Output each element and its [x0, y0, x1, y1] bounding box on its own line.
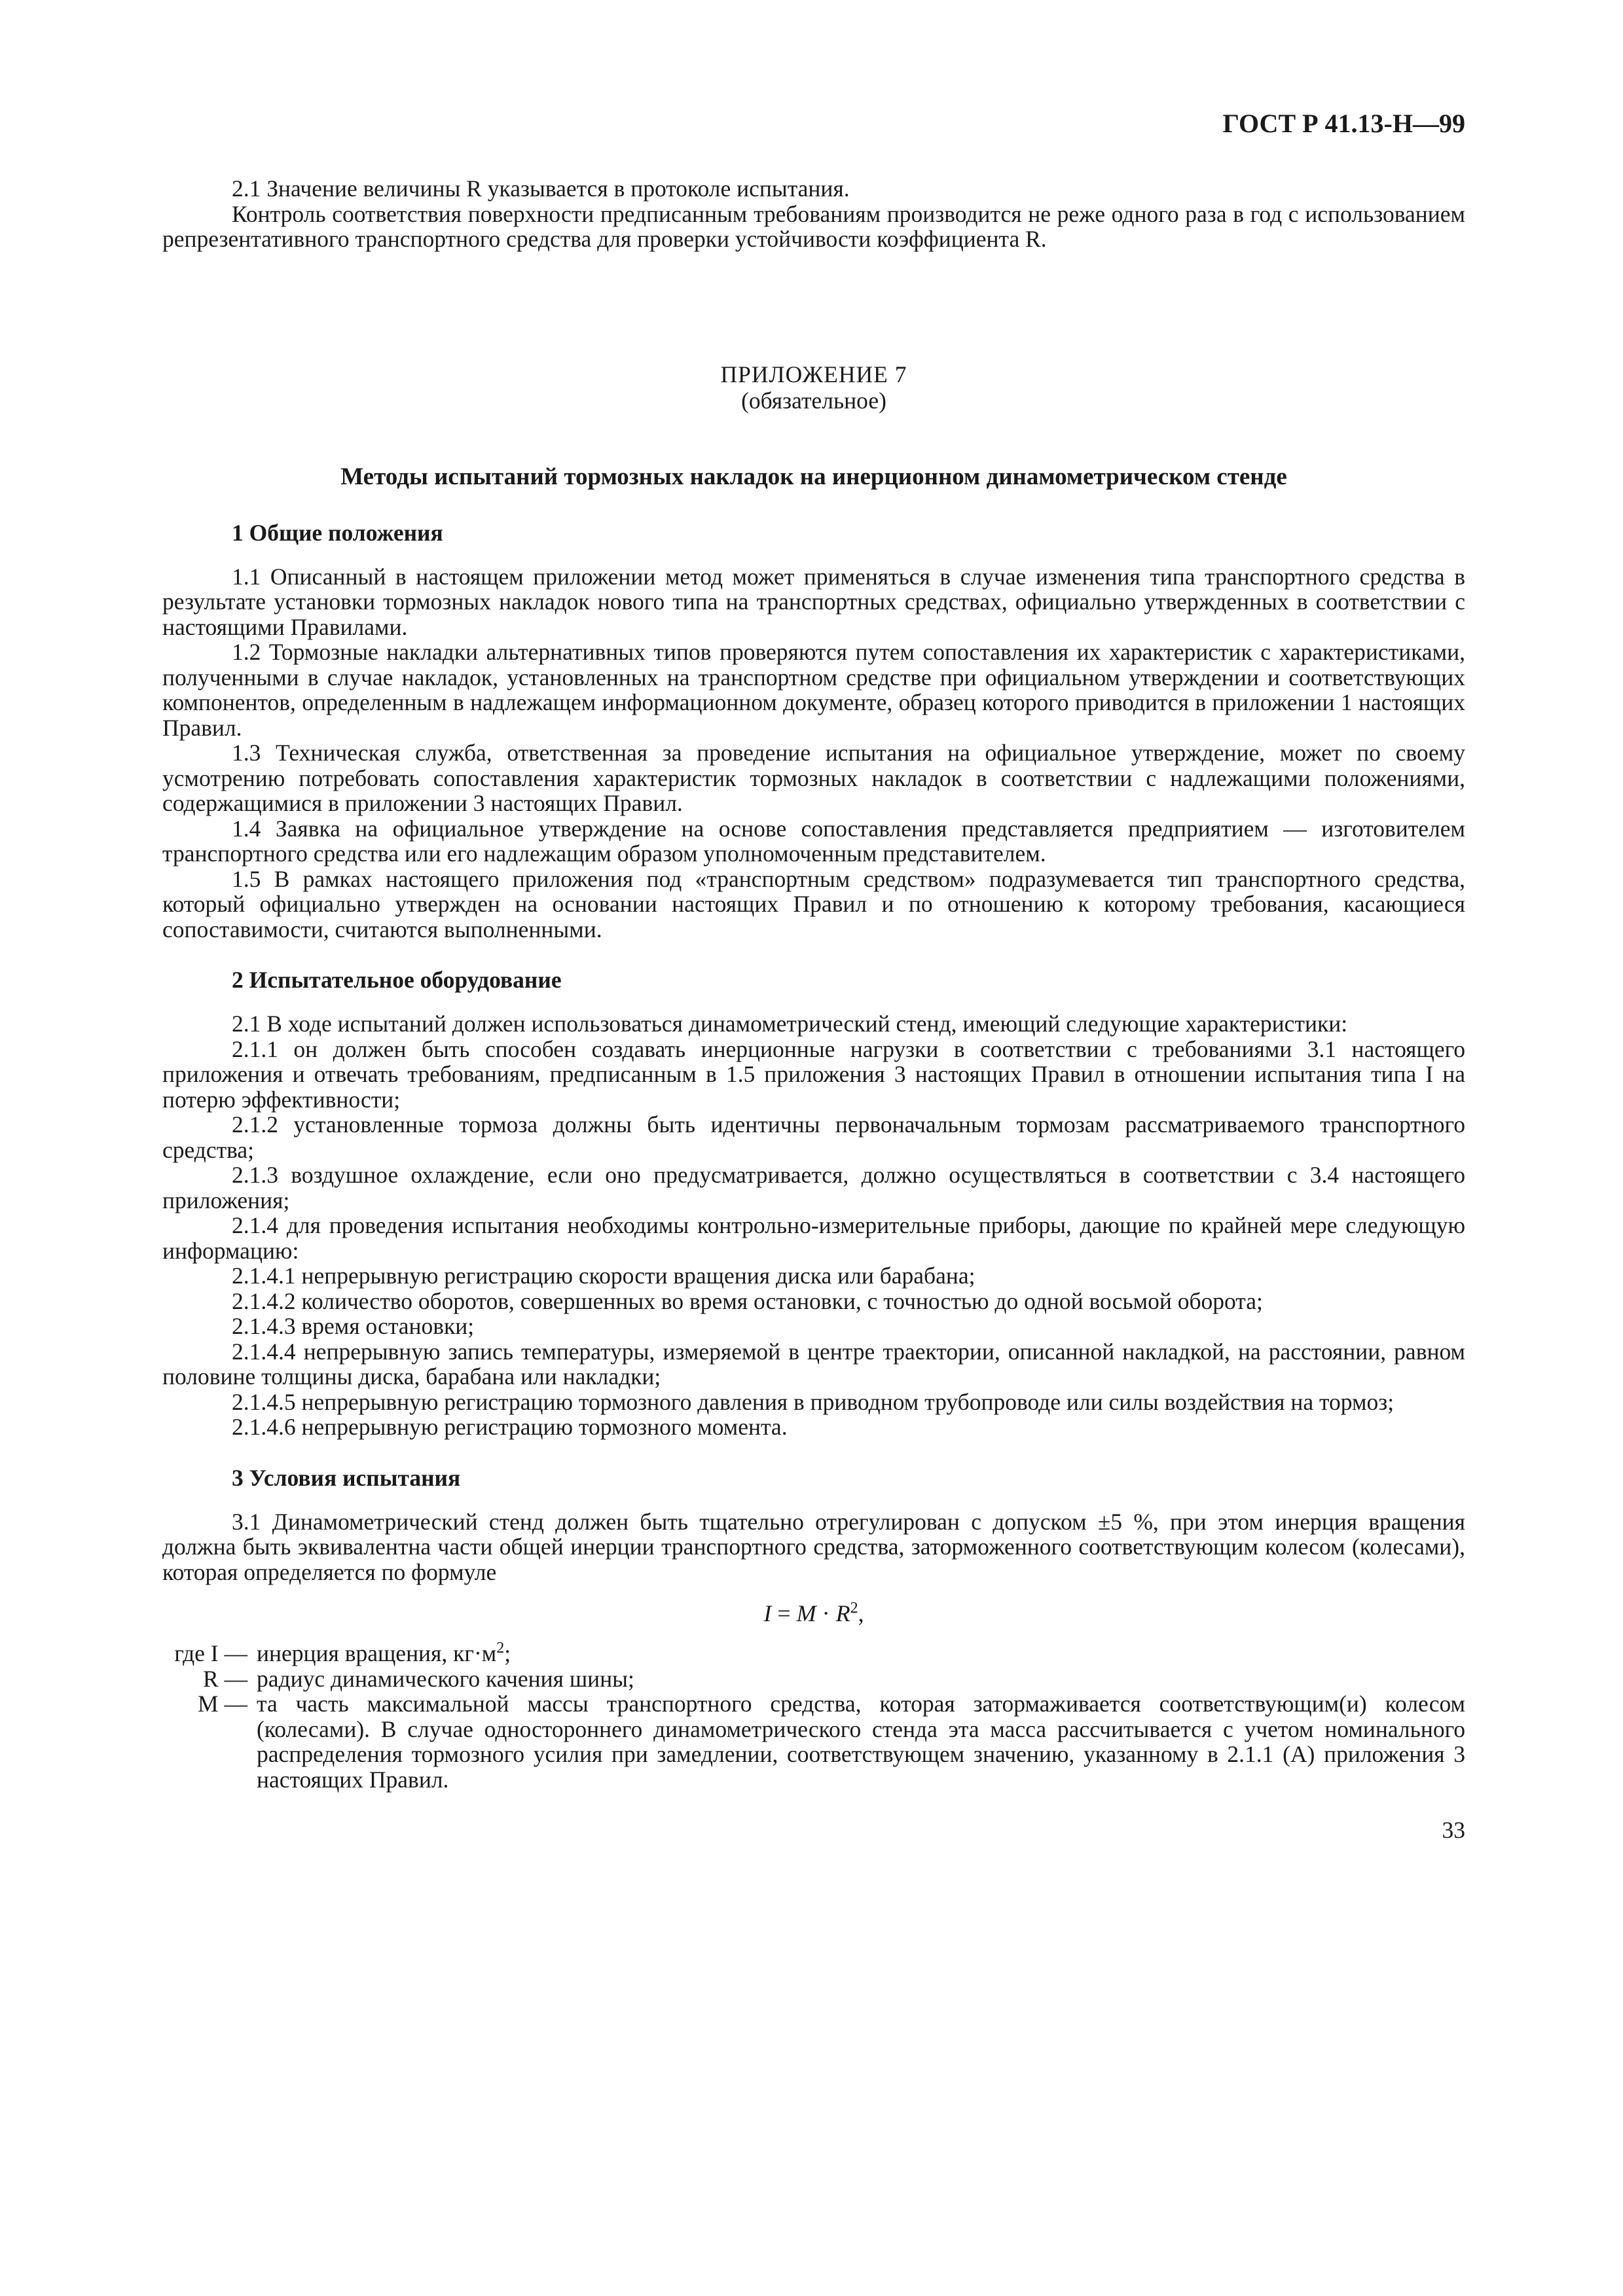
- paragraph: 1.3 Техническая служба, ответственная за проведение испытания на официальное утверждение, может по своему усмотрению потребовать сопоставления характеристик тормозных накладок в соответствии с надлежащими положениями, содержащимися в приложении 3 настоящих Правил.: [162, 740, 1465, 816]
- intro-paragraph: 2.1 Значение величины R указывается в протоколе испытания.: [232, 175, 850, 202]
- formula-exponent: 2: [850, 1600, 858, 1617]
- document-page: [162, 108, 1465, 1843]
- paragraph: 2.1.4.6 непрерывную регистрацию тормозного момента.: [232, 1414, 788, 1440]
- symbol-row: [162, 1641, 1465, 1666]
- appendix-note: (обязательное): [741, 387, 886, 414]
- paragraph: 1.2 Тормозные накладки альтернативных типов проверяются путем сопоставления их характеристик с характеристиками, полученными в случае накладок, установленных на транспортном средстве при официальном утверждении и соответствующих компонентов, определенным в надлежащем информационном документе, образец которого приводится в приложении 1 настоящих Правил.: [162, 639, 1465, 741]
- formula-dot: ·: [816, 1600, 836, 1626]
- intro-paragraph: Контроль соответствия поверхности предписанным требованиям производится не реже одного раза в год с использованием репрезентативного транспортного средства для проверки устойчивости коэффициента R.: [162, 200, 1465, 252]
- paragraph: 1.1 Описанный в настоящем приложении метод может применяться в случае изменения типа транспортного средства в результате установки тормозных накладок нового типа на транспортных средствах, официально утвержденных в соответствии с настоящими Правилами.: [162, 563, 1465, 640]
- symbol-row: [162, 1691, 1465, 1792]
- appendix-label: ПРИЛОЖЕНИЕ 7: [720, 361, 907, 387]
- paragraph: 2.1.4.3 время остановки;: [232, 1313, 475, 1339]
- paragraph: 1.5 В рамках настоящего приложения под «транспортным средством» подразумевается тип транспортного средства, который официально утвержден на основании настоящих Правил и по отношению к которому требования, касающиеся сопоставимости, считаются выполненными.: [162, 865, 1465, 942]
- paragraph: 2.1.4 для проведения испытания необходимы контрольно-измерительные приборы, дающие по крайней мере следующую информацию:: [162, 1212, 1465, 1264]
- paragraph: 2.1 В ходе испытаний должен использоваться динамометрический стенд, имеющий следующие характеристики:: [232, 1011, 1348, 1037]
- paragraph: 2.1.3 воздушное охлаждение, если оно предусматривается, должно осуществляться в соответствии с 3.4 настоящего приложения;: [162, 1162, 1465, 1213]
- paragraph: 2.1.4.1 непрерывную регистрацию скорости вращения диска или барабана;: [232, 1263, 976, 1289]
- section-heading: 3 Условия испытания: [232, 1464, 461, 1491]
- formula-comma: ,: [858, 1600, 864, 1626]
- paragraph: 2.1.4.5 непрерывную регистрацию тормозного давления в приводном трубопроводе или силы воздействия на тормоз;: [232, 1388, 1395, 1415]
- paragraph: 2.1.2 установленные тормоза должны быть идентичны первоначальным тормозам рассматриваемого транспортного средства;: [162, 1111, 1465, 1163]
- symbol-text: радиус динамического качения шины;: [257, 1665, 634, 1692]
- symbol-text: инерция вращения, $кг\cdot м^2$;: [257, 1640, 511, 1666]
- formula-mass: M: [796, 1600, 816, 1626]
- paragraph: 1.4 Заявка на официальное утверждение на основе сопоставления представляется предприятием — изготовителем транспортного средства или его надлежащим образом уполномоченным представителем.: [162, 815, 1465, 867]
- symbol-text: та часть максимальной массы транспортного средства, которая затормаживается соответствующим(и) колесом (колесами). В случае одностороннего динамометрического стенда эта масса рассчитывается с учетом номинального распределения тормозного усилия при замедлении, соответствующем значению, указанному в 2.1.1 (А) приложения 3 настоящих Правил.: [257, 1691, 1465, 1793]
- symbol-key: M —: [198, 1691, 247, 1717]
- page-number: 33: [1442, 1817, 1465, 1843]
- appendix-title: Методы испытаний тормозных накладок на инерционном динамометрическом стенде: [340, 463, 1287, 490]
- symbol-legend: [162, 1641, 1465, 1792]
- formula-radius: R: [835, 1600, 850, 1626]
- paragraph: 2.1.4.2 количество оборотов, совершенных во время остановки, с точностью до одной восьмой оборота;: [232, 1287, 1263, 1314]
- document-code: ГОСТ Р 41.13-Н—99: [1222, 109, 1465, 138]
- symbol-key: R —: [202, 1665, 247, 1692]
- paragraph: 3.1 Динамометрический стенд должен быть тщательно отрегулирован с допуском ±5 %, при этом инерция вращения должна быть эквивалентна части общей инерции транспортного средства, заторможенного соответствующим колесом (колесами), которая определяется по формуле: [162, 1508, 1465, 1585]
- symbol-key: где I —: [174, 1640, 247, 1666]
- paragraph: 2.1.1 он должен быть способен создавать инерционные нагрузки в соответствии с требованиями 3.1 настоящего приложения и отвечать требованиям, предписанным в 1.5 приложения 3 настоящих Правил в отношении испытания типа I на потерю эффективности;: [162, 1035, 1465, 1113]
- section-heading: 2 Испытательное оборудование: [232, 967, 562, 993]
- paragraph: 2.1.4.4 непрерывную запись температуры, измеряемой в центре траектории, описанной накладкой, на расстоянии, равном половине толщины диска, барабана или накладки;: [162, 1338, 1465, 1390]
- section-heading: 1 Общие положения: [232, 519, 443, 546]
- formula-inertia: I: [763, 1600, 772, 1626]
- formula: [162, 1599, 1465, 1628]
- symbol-row: [162, 1666, 1465, 1692]
- formula-equals: =: [771, 1600, 797, 1626]
